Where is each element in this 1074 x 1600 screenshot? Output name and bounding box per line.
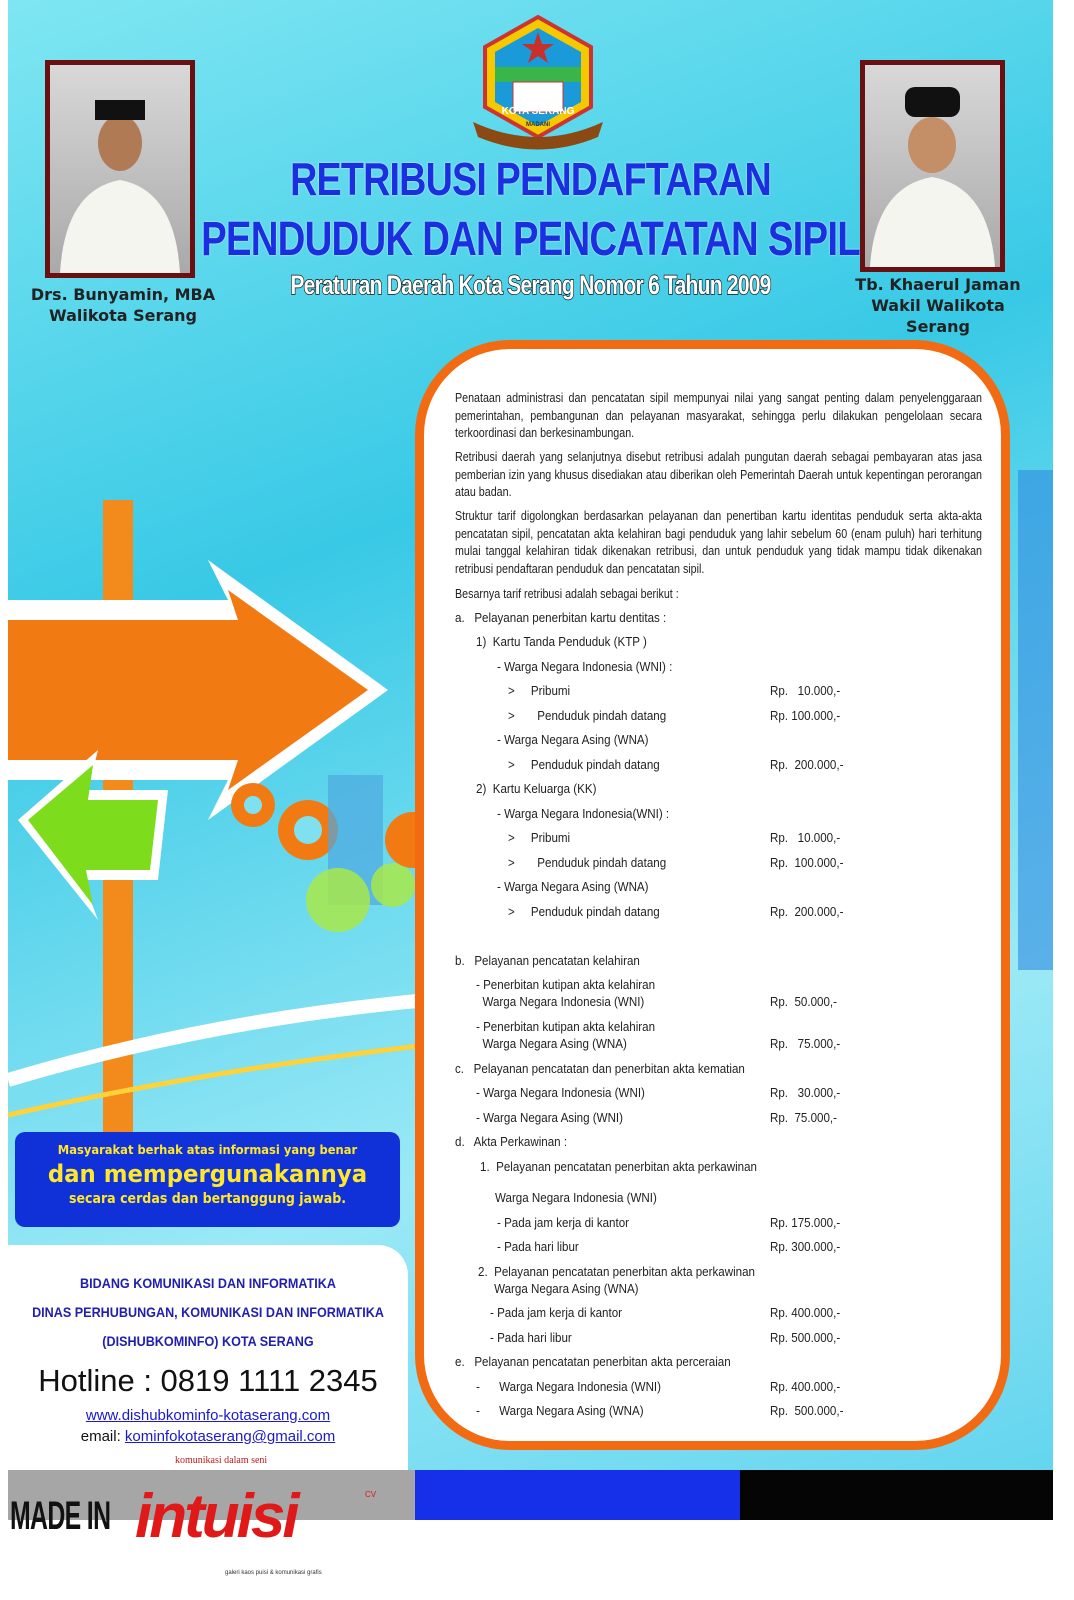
decorative-arrows: [8, 380, 428, 1140]
vice-mayor-name: Tb. Khaerul Jaman: [855, 275, 1021, 294]
tariff-row-label: > Penduduk pindah datang: [508, 709, 667, 723]
tariff-row-price: Rp. 100.000,-: [770, 709, 841, 723]
tariff-row-label: Warga Negara Indonesia (WNI): [495, 1191, 657, 1205]
tariff-row-price: Rp. 10.000,-: [770, 684, 841, 698]
tariff-row-label: > Pribumi: [508, 831, 571, 845]
tariff-row-label: > Penduduk pindah datang: [508, 758, 660, 772]
tariff-row-label: - Warga Negara Indonesia (WNI): [476, 1086, 645, 1100]
org-dinas: DINAS PERHUBUNGAN, KOMUNIKASI DAN INFORMATIKA: [32, 1304, 384, 1320]
tariff-row-label: - Warga Negara Indonesia (WNI) :: [497, 660, 673, 674]
tariff-row-price: Rp. 30.000,-: [770, 1086, 841, 1100]
decorative-buildings: [1013, 470, 1053, 970]
mayor-role: Walikota Serang: [49, 306, 197, 325]
tariff-row-label: - Penerbitan kutipan akta kelahiran: [476, 1020, 656, 1034]
tariff-row-label: - Pada hari libur: [497, 1240, 579, 1254]
tariff-row-label: 2) Kartu Keluarga (KK): [476, 782, 597, 796]
intuisi-cv: CV: [365, 1490, 377, 1499]
slogan-line1: Masyarakat berhak atas informasi yang benar: [57, 1142, 358, 1157]
tariff-row-label: 2. Pelayanan pencatatan penerbitan akta perkawinan: [478, 1265, 755, 1279]
hotline: Hotline : 0819 1111 2345: [38, 1363, 378, 1398]
vice-mayor-role: Wakil Walikota: [871, 296, 1005, 315]
email-label: email:: [80, 1428, 121, 1445]
tariff-row-label: > Penduduk pindah datang: [508, 856, 667, 870]
tariff-row-price: Rp. 400.000,-: [770, 1306, 841, 1320]
mayor-caption: [18, 284, 228, 326]
tariff-row-label: 1) Kartu Tanda Penduduk (KTP ): [476, 635, 647, 649]
tariff-row-price: Rp. 400.000,-: [770, 1380, 841, 1394]
footer-band-black: [740, 1470, 1053, 1520]
tariff-row-price: Rp. 10.000,-: [770, 831, 841, 845]
slogan-line3: secara cerdas dan bertanggung jawab.: [68, 1191, 347, 1207]
tariff-row-label: - Warga Negara Indonesia(WNI) :: [497, 807, 670, 821]
tariff-row-label: - Pada jam kerja di kantor: [497, 1216, 630, 1230]
vice-mayor-caption: [838, 274, 1038, 337]
tariff-row-price: Rp. 50.000,-: [770, 995, 837, 1009]
tariff-row-price: Rp. 175.000,-: [770, 1216, 841, 1230]
tariff-row-label: - Warga Negara Asing (WNA): [497, 733, 649, 747]
tariff-row-price: Rp. 200.000,-: [770, 758, 844, 772]
tariff-row-label: - Pada hari libur: [490, 1331, 572, 1345]
tariff-row-price: Rp. 200.000,-: [770, 905, 844, 919]
intro-paragraph: Penataan administrasi dan pencatatan sipil mempunyai nilai yang sangat penting dalam penyelenggaraan pemerintahan, pembangunan dan pelayanan masyarakat, sehingga perlu dilakukan pengelolaan secara terkoordinasi dan berkesinambungan.: [455, 391, 982, 440]
intro-paragraph: Besarnya tarif retribusi adalah sebagai berikut :: [455, 587, 679, 601]
tariff-row-label: - Penerbitan kutipan akta kelahiran: [476, 978, 656, 992]
slogan-line2: dan mempergunakannya: [47, 1160, 368, 1188]
tariff-row-label: Warga Negara Asing (WNA): [478, 1282, 639, 1296]
tariff-row-label: Warga Negara Asing (WNA): [476, 1037, 627, 1051]
website-link[interactable]: www.dishubkominfo-kotaserang.com: [85, 1407, 331, 1424]
page-subtitle: Peraturan Daerah Kota Serang Nomor 6 Tahun 2009: [290, 270, 771, 300]
org-bidang: BIDANG KOMUNIKASI DAN INFORMATIKA: [80, 1275, 336, 1291]
logo-subtext: MADANI: [526, 122, 550, 128]
tariff-row-label: - Warga Negara Indonesia (WNI): [476, 1380, 662, 1394]
tariff-row-label: > Penduduk pindah datang: [508, 905, 660, 919]
tariff-row-label: - Warga Negara Asing (WNA): [476, 1404, 644, 1418]
page-title-line1: RETRIBUSI PENDAFTARAN: [290, 153, 771, 205]
intuisi-tagline: galeri kaos puisi & komunikasi grafis: [225, 1570, 322, 1576]
vice-mayor-photo: [860, 60, 1005, 272]
email-line: [8, 1428, 408, 1446]
intro-paragraph: Retribusi daerah yang selanjutnya disebut retribusi adalah pungutan daerah sebagai pembayaran atas jasa pemberian izin yang khusus disediakan atau diberikan oleh Pemerintah Daerah untuk kepentingan perorangan atau badan.: [455, 450, 982, 499]
mayor-photo: [45, 60, 195, 278]
tariff-row-price: Rp. 500.000,-: [770, 1331, 841, 1345]
slogan-box: [15, 1132, 400, 1227]
contact-box: [8, 1245, 408, 1470]
tariff-row-label: e. Pelayanan pencatatan penerbitan akta perceraian: [455, 1355, 731, 1369]
tariff-row-label: - Warga Negara Asing (WNI): [476, 1111, 624, 1125]
tariff-row-label: c. Pelayanan pencatatan dan penerbitan akta kematian: [455, 1062, 745, 1076]
vice-mayor-role-city: Serang: [906, 317, 970, 336]
tariff-row-price: Rp. 75.000,-: [770, 1111, 837, 1125]
tariff-row-price: Rp. 500.000,-: [770, 1404, 844, 1418]
tariff-row-label: - Warga Negara Asing (WNA): [497, 880, 649, 894]
tariff-row-label: d. Akta Perkawinan :: [455, 1135, 568, 1149]
tariff-row-label: > Pribumi: [508, 684, 571, 698]
email-link[interactable]: kominfokotaserang@gmail.com: [124, 1428, 336, 1445]
tariff-row-label: b. Pelayanan pencatatan kelahiran: [455, 954, 640, 968]
kota-serang-logo: [463, 12, 613, 152]
tariff-row-price: Rp. 300.000,-: [770, 1240, 841, 1254]
intuisi-ring-text: komunikasi dalam seni: [175, 1455, 268, 1466]
tariff-row-label: 1. Pelayanan pencatatan penerbitan akta perkawinan: [480, 1160, 757, 1174]
logo-text: KOTA SERANG: [501, 106, 575, 117]
tariff-row-label: a. Pelayanan penerbitan kartu dentitas :: [455, 611, 667, 625]
tariff-row-price: Rp. 75.000,-: [770, 1037, 841, 1051]
mayor-name: Drs. Bunyamin, MBA: [30, 285, 216, 304]
intro-paragraph: Struktur tarif digolongkan berdasarkan pelayanan dan penertiban kartu identitas penduduk serta akta-akta pencatatan sipil, pencatatan akta kelahiran bagi penduduk yang lahir sebelum 60 (enam puluh) hari terhitung mulai tanggal kelahiran tidak dikenakan retribusi, dan untuk penduduk yang tidak mampu tidak dikenakan retribusi pendaftaran penduduk dan pencatatan sipil.: [455, 509, 982, 576]
org-dishubkominfo: (DISHUBKOMINFO) KOTA SERANG: [102, 1333, 314, 1349]
footer-band-blue: [415, 1470, 740, 1520]
page-title-line2: PENDUDUK DAN PENCATATAN SIPIL: [201, 213, 860, 266]
tariff-row-label: Warga Negara Indonesia (WNI): [476, 995, 645, 1009]
intuisi-logo: intuisi: [135, 1482, 297, 1551]
tariff-row-price: Rp. 100.000,-: [770, 856, 844, 870]
tariff-row-label: - Pada jam kerja di kantor: [490, 1306, 623, 1320]
made-in-label: MADE IN: [10, 1494, 111, 1538]
